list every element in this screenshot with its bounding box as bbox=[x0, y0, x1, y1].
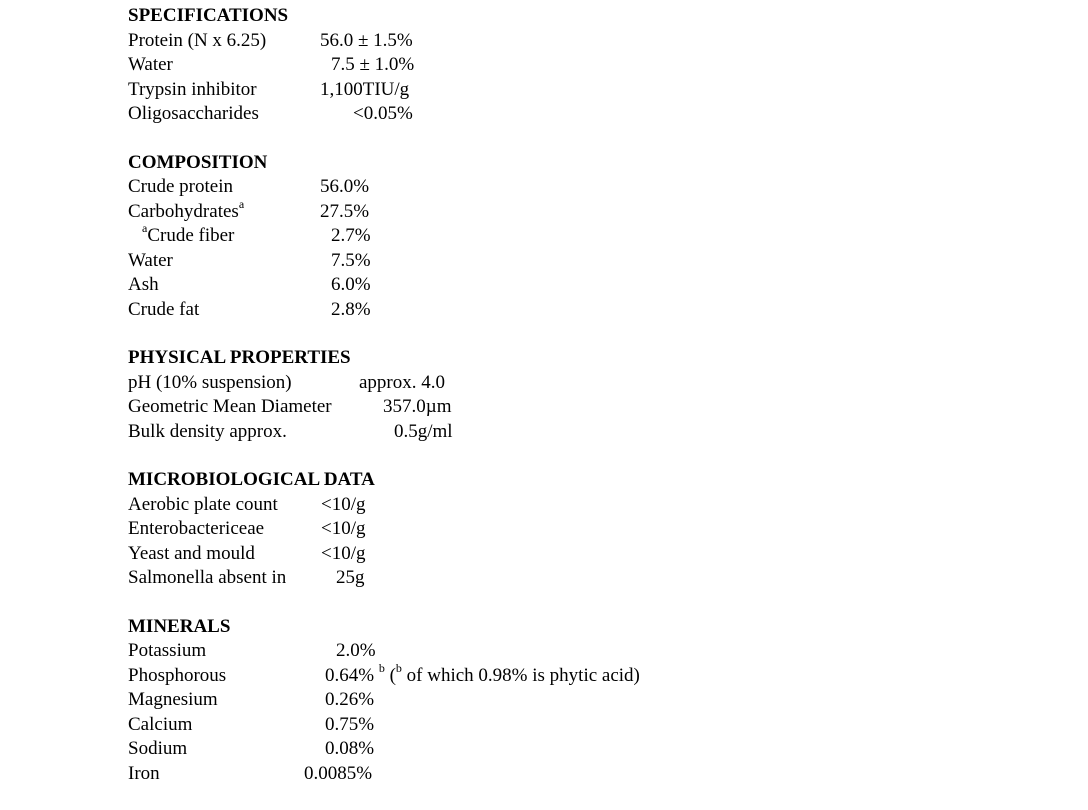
comp-value: 27.5% bbox=[320, 200, 370, 222]
phys-label: Geometric Mean Diameter bbox=[128, 396, 332, 417]
comp-label: Crude fiber bbox=[147, 225, 235, 246]
comp-value: 7.5% bbox=[331, 249, 371, 271]
minerals-heading: MINERALS bbox=[128, 615, 231, 637]
min-label: Sodium bbox=[128, 738, 188, 759]
phys-value: approx. 4.0 bbox=[359, 371, 446, 393]
micro-label: Enterobactericeae bbox=[128, 518, 265, 539]
spec-label: Water bbox=[128, 54, 173, 75]
phytic-acid-note: of which 0.98% is phytic acid) bbox=[406, 664, 640, 686]
phys-label: pH (10% suspension) bbox=[128, 371, 292, 393]
spec-label: Oligosaccharides bbox=[128, 103, 259, 124]
comp-row-crude-fiber bbox=[128, 221, 1068, 249]
min-row-phosphorous bbox=[128, 660, 1068, 689]
min-value: 0.26% bbox=[325, 689, 375, 710]
spec-row-protein bbox=[128, 29, 1068, 54]
specifications-heading: SPECIFICATIONS bbox=[128, 5, 289, 26]
min-row-magnesium bbox=[128, 688, 1068, 713]
document-page bbox=[128, 4, 1068, 810]
comp-value: 6.0% bbox=[331, 274, 371, 295]
micro-label: Salmonella absent in bbox=[128, 567, 287, 588]
min-value: 2.0% bbox=[336, 640, 376, 661]
min-value: 0.0085% bbox=[304, 762, 373, 784]
physical-properties-section bbox=[128, 346, 1068, 444]
min-value-wrap bbox=[325, 660, 640, 689]
comp-row-ash bbox=[128, 273, 1068, 298]
comp-label: Crude protein bbox=[128, 176, 234, 197]
comp-row-crude-fat bbox=[128, 298, 1068, 323]
microbiological-section bbox=[128, 468, 1068, 591]
footnote-marker: b bbox=[378, 660, 385, 675]
min-value: 0.08% bbox=[325, 738, 375, 759]
comp-label-wrap bbox=[142, 221, 235, 249]
comp-row-crude-protein bbox=[128, 175, 1068, 200]
specifications-section bbox=[128, 4, 1068, 127]
micro-row-yeast bbox=[128, 542, 1068, 567]
micro-value: <10/g bbox=[321, 493, 366, 515]
minerals-section bbox=[128, 615, 1068, 787]
micro-row-salmonella bbox=[128, 566, 1068, 591]
min-label: Calcium bbox=[128, 713, 193, 735]
comp-label: Water bbox=[128, 249, 173, 271]
min-label: Iron bbox=[128, 762, 160, 784]
microbiological-heading: MICROBIOLOGICAL DATA bbox=[128, 469, 375, 490]
comp-value: 2.8% bbox=[331, 298, 371, 320]
comp-label: Ash bbox=[128, 274, 159, 295]
phys-label: Bulk density approx. bbox=[128, 420, 287, 442]
micro-label: Aerobic plate count bbox=[128, 493, 278, 515]
phys-value: 0.5g/ml bbox=[394, 420, 453, 442]
micro-row-enterobactericeae bbox=[128, 517, 1068, 542]
footnote-marker: a bbox=[238, 196, 245, 211]
micro-value: <10/g bbox=[321, 518, 366, 539]
comp-value: 56.0% bbox=[320, 176, 370, 197]
min-row-calcium bbox=[128, 713, 1068, 738]
spec-label: Trypsin inhibitor bbox=[128, 78, 257, 100]
composition-section bbox=[128, 151, 1068, 323]
min-label: Potassium bbox=[128, 640, 207, 661]
comp-label: Crude fat bbox=[128, 298, 200, 320]
spec-value: <0.05% bbox=[353, 103, 413, 124]
phys-row-bulk-density bbox=[128, 420, 1068, 445]
micro-label: Yeast and mould bbox=[128, 542, 255, 564]
comp-row-water bbox=[128, 249, 1068, 274]
min-row-iron bbox=[128, 762, 1068, 787]
footnote-marker: a bbox=[142, 221, 148, 235]
composition-heading: COMPOSITION bbox=[128, 151, 268, 173]
comp-row-carbohydrates bbox=[128, 196, 1068, 225]
note-open: ( bbox=[389, 664, 396, 686]
physical-heading: PHYSICAL PROPERTIES bbox=[128, 347, 351, 368]
spec-value: 1,100TIU/g bbox=[320, 78, 410, 100]
min-row-sodium bbox=[128, 737, 1068, 762]
footnote-marker: b bbox=[395, 660, 402, 675]
micro-value: <10/g bbox=[321, 542, 366, 564]
min-label: Phosphorous bbox=[128, 664, 227, 686]
spec-row-trypsin bbox=[128, 78, 1068, 103]
spec-value: 7.5 ± 1.0% bbox=[331, 54, 415, 75]
phys-row-diameter bbox=[128, 395, 1068, 420]
comp-label: Carbohydrates bbox=[128, 200, 239, 222]
spec-value: 56.0 ± 1.5% bbox=[320, 29, 413, 51]
min-value: 0.64% bbox=[325, 664, 375, 686]
min-value: 0.75% bbox=[325, 713, 375, 735]
min-label: Magnesium bbox=[128, 689, 218, 710]
spec-label: Protein (N x 6.25) bbox=[128, 29, 267, 51]
micro-row-aerobic bbox=[128, 493, 1068, 518]
spec-row-oligosaccharides bbox=[128, 102, 1068, 127]
micro-value: 25g bbox=[336, 567, 365, 588]
spec-row-water bbox=[128, 53, 1068, 78]
comp-value: 2.7% bbox=[331, 225, 371, 246]
phys-value: 357.0µm bbox=[383, 396, 452, 417]
min-row-potassium bbox=[128, 639, 1068, 664]
phys-row-ph bbox=[128, 371, 1068, 396]
